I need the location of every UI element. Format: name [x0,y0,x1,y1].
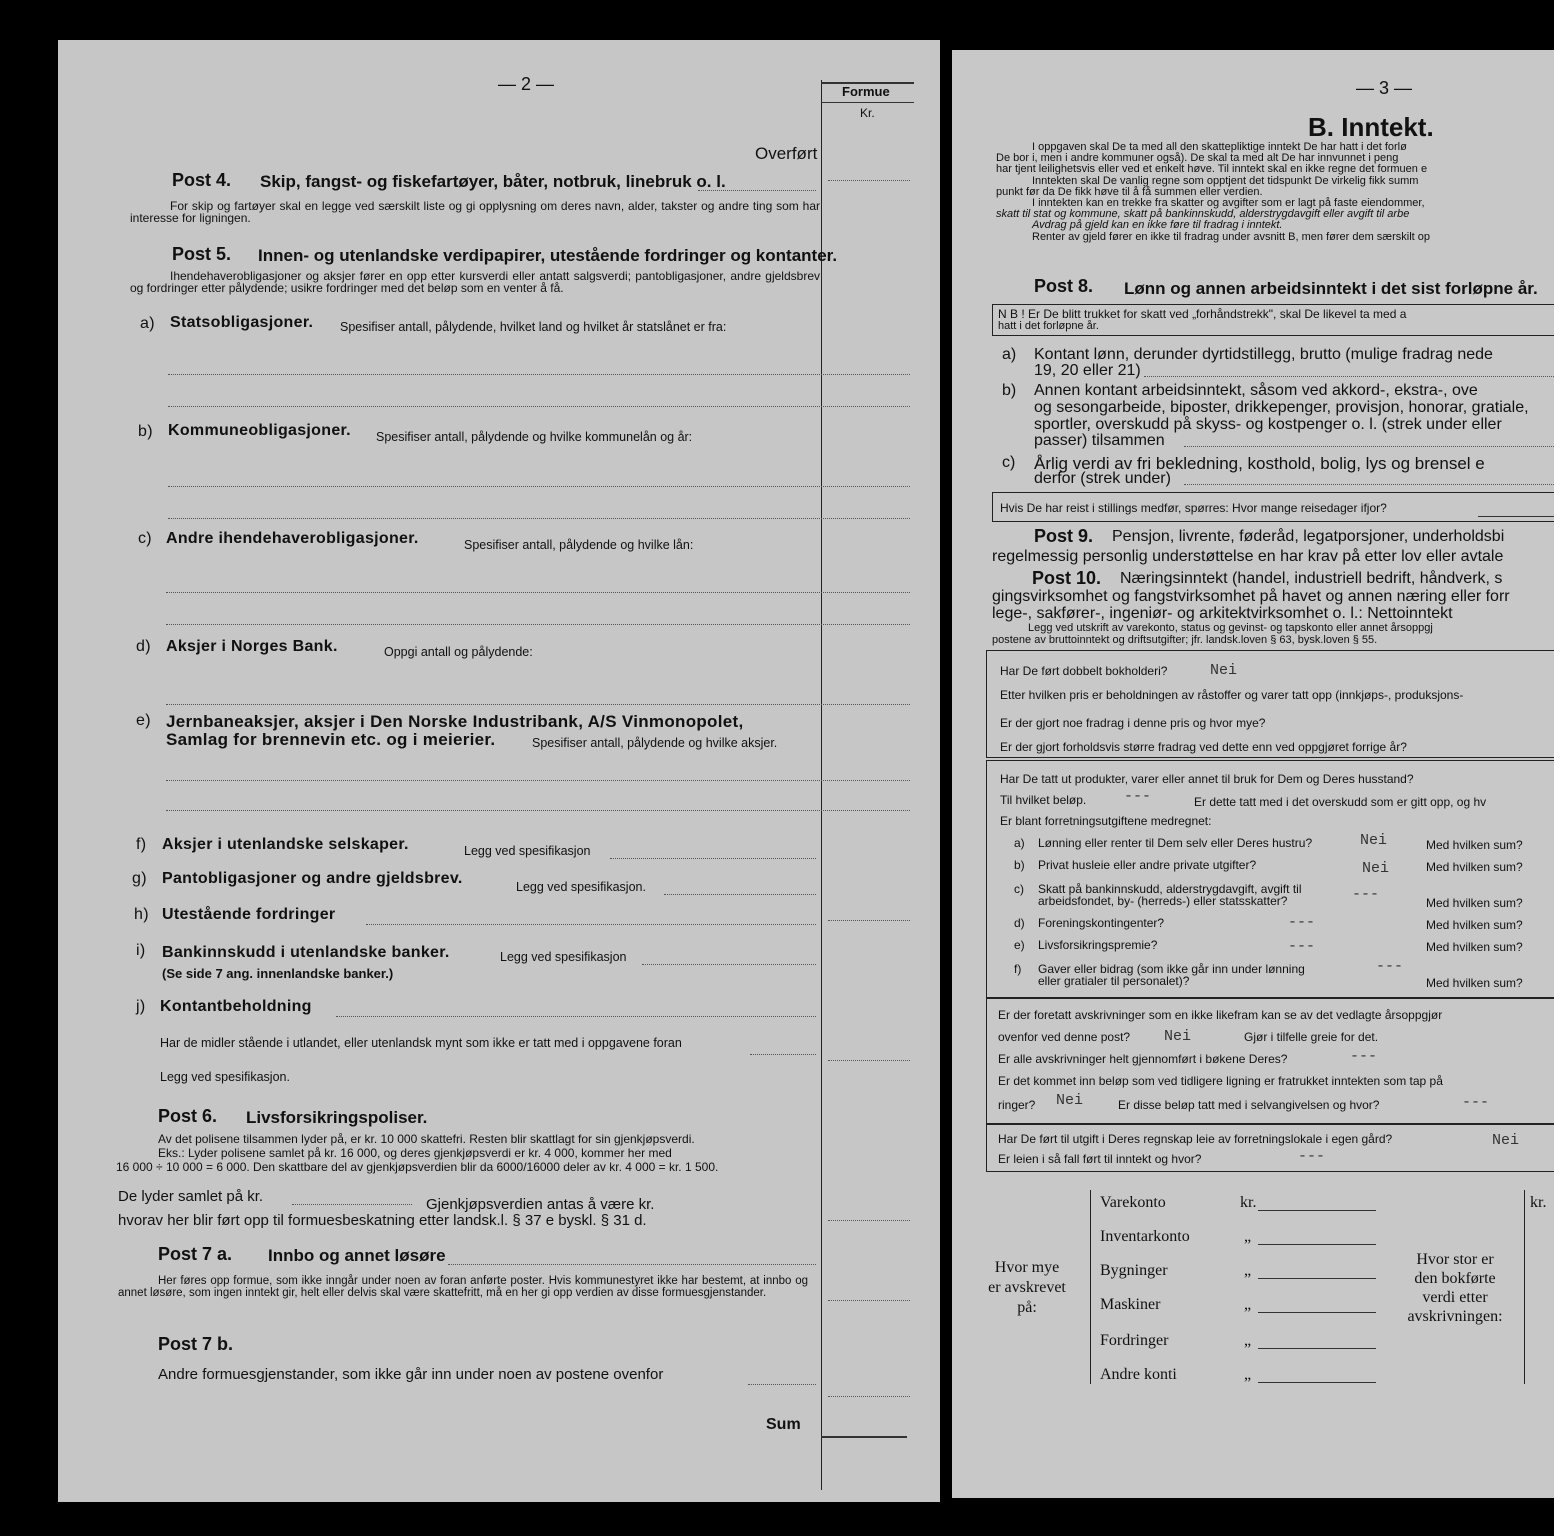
post5-heading: Innen- og utenlandske verdipapirer, utestående fordringer og kontanter. [258,246,838,265]
item-e-label2: Samlag for brennevin etc. og i meierier. [166,730,496,749]
item-e-line-1 [166,780,910,781]
item-g-fill [664,894,816,895]
post7a-heading: Innbo og annet løsøre [268,1246,446,1265]
exp-e-letter: e) [1014,938,1025,952]
exp-a-answer: Nei [1360,832,1388,849]
post8-title: Post 8. [1034,276,1094,296]
section-title: B. Inntekt. [1308,112,1434,142]
item-j-question: Har de midler stående i utlandet, eller utenlandsk mynt som ikke er tatt med i oppgavene foran [160,1036,682,1050]
acct-unit: „ [1244,1228,1252,1245]
p8b-line2: og sesongarbeide, biposter, drikkepenger, provisjon, honorar, gratiale, [1034,399,1529,416]
acct-name: Maskiner [1100,1296,1161,1313]
post5-title: Post 5. [172,244,232,264]
column-rule [821,80,822,1490]
box1-a1: Nei [1210,662,1238,679]
depr-right-line: Hvor stor er [1416,1251,1494,1268]
intro-line: har tjent leilighetsvis eller ved et enkelt høve. Til inntekt skal en ikke regne det formuen e [996,163,1428,176]
item-a-line-1 [168,374,910,375]
exp-c-sum: Med hvilken sum? [1426,896,1523,910]
travel-answer-line [1478,516,1554,517]
p8a-fill [1144,376,1554,377]
exp-d-answer: --- [1288,914,1316,931]
p8c-line2: derfor (strek under) [1034,470,1171,487]
exp-a-text: Lønning eller renter til Dem selv eller Deres hustru? [1038,836,1313,850]
box2-q1: Har De tatt ut produkter, varer eller annet til bruk for Dem og Deres husstand? [1000,772,1414,786]
post10-line4: Legg ved utskrift av varekonto, status og gevinst- og tapskonto eller annet årsoppgj [1028,622,1433,634]
item-d-label: Aksjer i Norges Bank. [166,638,338,655]
post9-line2: regelmessig personlig understøttelse en har krav på etter lov eller avtale [992,548,1504,565]
exp-c-answer: --- [1352,886,1380,903]
acct-name: Varekonto [1100,1194,1166,1211]
sum-rule [821,1436,907,1438]
value-rule [828,920,910,921]
exp-d-letter: d) [1014,916,1025,930]
exp-b-text: Privat husleie eller andre private utgifter? [1038,858,1257,872]
box3-a5b: --- [1462,1094,1490,1111]
exp-b-letter: b) [1014,858,1025,872]
value-rule [828,1300,910,1301]
right-page [952,50,1554,1498]
acct-unit: „ [1244,1262,1252,1279]
post10-line1: Næringsinntekt (handel, industriell bedrift, håndverk, s [1120,570,1503,587]
post4-fill-line [698,190,816,191]
post10-line5: postene av bruttoinntekt og driftsutgifter; jfr. landsk.loven § 63, bysk.loven § 55. [992,634,1378,646]
column-header-rule [821,102,914,103]
nb-line-2: hatt i det forløpne år. [998,320,1099,332]
post7b-fill [748,1384,816,1385]
item-d-line-1 [166,704,910,705]
acct-line [1258,1382,1376,1383]
p8b-letter: b) [1002,382,1017,399]
box3-q1: Er der foretatt avskrivninger som en ikke likefram kan se av det vedlagte årsoppgjør [998,1008,1443,1022]
post7a-fill [448,1264,816,1265]
box3-a2: Nei [1164,1028,1192,1045]
item-b-line-2 [168,518,910,519]
item-d-sub: Oppgi antall og pålydende: [384,645,533,659]
exp-e-answer: --- [1288,938,1316,955]
depr-bracket-right [1524,1190,1525,1384]
acct-line [1258,1278,1376,1279]
intro-text [996,141,1430,243]
item-i-letter: i) [136,942,146,959]
box2-a2: --- [1124,788,1152,805]
post7a-title: Post 7 a. [158,1244,233,1264]
item-j-fill [336,1016,816,1017]
column-header: Formue [842,84,890,99]
item-j-label: Kontantbeholdning [160,998,312,1015]
item-b-label: Kommuneobligasjoner. [168,422,351,439]
acct-unit: „ [1244,1366,1252,1383]
item-a-letter: a) [140,315,155,332]
item-b-sub: Spesifiser antall, pålydende og hvilke kommunelån og år: [376,430,693,444]
post9-title: Post 9. [1034,526,1094,546]
intro-line: Inntekten skal De vanlig regne som opptjent det tidspunkt De virkelig fikk summ [1032,174,1419,187]
item-h-letter: h) [134,906,149,923]
box3-q5a: ringer? [998,1098,1036,1112]
depr-bracket-left [1090,1190,1091,1384]
acct-unit: „ [1244,1296,1252,1313]
post6-line3: 16 000 ÷ 10 000 = 6 000. Den skattbare del av gjenkjøpsverdien blir da 6000/16000 deler av kr. 4 000 = kr. 1 500. [116,1160,719,1174]
box3-q2a: ovenfor ved denne post? [998,1030,1131,1044]
item-e-label: Jernbaneaksjer, aksjer i Den Norske Industribank, A/S Vinmonopolet, [166,712,744,731]
item-i-label: Bankinnskudd i utenlandske banker. [162,944,450,961]
exp-e-text: Livsforsikringspremie? [1038,938,1158,952]
exp-d-sum: Med hvilken sum? [1426,918,1523,932]
depr-left-label [982,1258,1072,1318]
post7a-note: Her føres opp formue, som ikke inngår under noen av foran anførte poster. Hvis kommunestyret ikke har bestemt, at innbo og annet løsøre, som ingen inntekt gir, helt eller delvis skal være skattefritt, må en her gi opp verdien av disse formuesgjenstander. [118,1275,808,1299]
box3-q3: Er alle avskrivninger helt gjennomført i bøkene Deres? [998,1052,1288,1066]
exp-a-letter: a) [1014,836,1025,850]
acct-name: Fordringer [1100,1332,1169,1349]
post6-line5: hvorav her blir ført opp til formuesbeskatning etter landsk.l. § 37 e byskl. § 31 d. [118,1212,647,1229]
item-f-letter: f) [136,836,147,853]
item-a-line-2 [168,406,910,407]
box4-a1: Nei [1492,1132,1520,1149]
item-c-letter: c) [138,530,152,547]
box1-q2: Etter hvilken pris er beholdningen av råstoffer og varer tatt opp (innkjøps-, produksjons- [1000,688,1464,702]
item-e-sub: Spesifiser antall, pålydende og hvilke aksjer. [532,736,778,750]
depr-right-unit: kr. [1530,1194,1547,1211]
value-rule [828,1060,910,1061]
post6-title: Post 6. [158,1106,218,1126]
acct-line [1258,1312,1376,1313]
box1-q3: Er der gjort noe fradrag i denne pris og hvor mye? [1000,716,1266,730]
post4-note: For skip og fartøyer skal en legge ved særskilt liste og gi opplysning om deres navn, alder, takster og andre ting som har interesse for ligningen. [130,199,820,225]
item-g-label: Pantobligasjoner og andre gjeldsbrev. [162,870,463,887]
depr-right-line: den bokførte [1414,1270,1496,1287]
depr-left-line: på: [1017,1299,1037,1316]
box4-a2: --- [1298,1148,1326,1165]
p8a-letter: a) [1002,346,1017,363]
acct-name: Inventarkonto [1100,1228,1190,1245]
item-j-note: Legg ved spesifikasjon. [160,1070,290,1084]
box2-q2b: Er dette tatt med i det overskudd som er gitt opp, og hv [1194,795,1487,809]
acct-line [1258,1244,1376,1245]
exp-d-text: Foreningskontingenter? [1038,916,1165,930]
overfort-label: Overført [755,144,818,163]
item-f-fill [610,858,816,859]
post5-note: Ihendehaverobligasjoner og aksjer fører en opp etter kursverdi eller antatt salgsverdi; pantobligasjoner, andre gjeldsbrev og fordringer etter pålydende; usikre fordringer med det beløp som en venter å få. [130,269,820,295]
intro-line: Renter av gjeld fører en ikke til fradrag under avsnitt B, men fører dem særskilt op [1032,230,1430,243]
item-b-line-1 [168,486,910,487]
depr-left-line: Hvor mye [994,1259,1060,1276]
acct-line [1258,1348,1376,1349]
exp-f-text: Gaver eller bidrag (som ikke går inn under lønning [1038,962,1305,976]
box2-q3: Er blant forretningsutgiftene medregnet: [1000,814,1212,828]
box3-a3: --- [1350,1048,1378,1065]
depr-right-line: avskrivningen: [1407,1308,1503,1325]
item-h-label: Utestående fordringer [162,906,336,923]
post6-amount-line [292,1204,412,1205]
intro-line: I inntekten kan en trekke fra skatter og avgifter som er lagt på faste eiendommer, [1032,197,1425,210]
p8b-line4: passer) tilsammen [1034,432,1165,449]
item-c-line-2 [166,624,910,625]
p8b-fill [1184,446,1554,447]
item-a-label: Statsobligasjoner. [170,314,314,331]
box1-q1: Har De ført dobbelt bokholderi? [1000,664,1168,678]
exp-b-answer: Nei [1362,860,1390,877]
depr-right-line: verdi etter [1422,1289,1488,1306]
sum-label: Sum [766,1416,801,1433]
item-b-letter: b) [138,423,153,440]
box4-q2: Er leien i så fall ført til inntekt og hvor? [998,1152,1202,1166]
acct-name: Bygninger [1100,1262,1168,1279]
exp-f-letter: f) [1014,962,1022,976]
item-i-sub: Legg ved spesifikasjon [500,950,627,964]
item-e-letter: e) [136,712,151,729]
acct-unit: kr. [1240,1194,1257,1211]
exp-e-sum: Med hvilken sum? [1426,940,1523,954]
item-c-sub: Spesifiser antall, pålydende og hvilke lån: [464,538,694,552]
intro-line: Avdrag på gjeld kan en ikke føre til fradrag i inntekt. [1032,219,1283,232]
box4-q1: Har De ført til utgift i Deres regnskap leie av forretningslokale i egen gård? [998,1132,1393,1146]
item-j-letter: j) [136,998,146,1015]
page-number: — 3 — [1356,78,1413,98]
exp-f-answer: --- [1376,958,1404,975]
item-g-letter: g) [132,870,147,887]
value-rule [828,1396,910,1397]
item-f-label: Aksjer i utenlandske selskaper. [162,836,409,853]
post4-heading: Skip, fangst- og fiskefartøyer, båter, notbruk, linebruk o. l. [260,172,726,191]
item-i-label2: (Se side 7 ang. innenlandske banker.) [162,966,394,981]
p8c-letter: c) [1002,454,1016,471]
box3-q4: Er det kommet inn beløp som ved tidligere ligning er fratrukket inntekten som tap på [998,1074,1443,1088]
item-f-sub: Legg ved spesifikasjon [464,844,591,858]
box1-q4: Er der gjort forholdsvis større fradrag ved dette enn ved oppgjøret forrige år? [1000,740,1407,754]
exp-f-text2: eller gratialer til personalet)? [1038,974,1190,988]
depr-right-label [1390,1250,1520,1326]
post6-line2: Eks.: Lyder polisene samlet på kr. 16 000, og deres gjenkjøpsverdi er kr. 4 000, kommer her med [158,1146,672,1160]
page-number: — 2 — [498,74,555,94]
intro-line: punkt før da De fikk høve til å få summen eller verdien. [996,185,1263,198]
p8c-line1: Årlig verdi av fri bekledning, kosthold, bolig, lys og brensel e [1034,454,1485,473]
item-j-question-line [750,1054,816,1055]
item-i-fill [642,964,816,965]
p8a-line1: Kontant lønn, derunder dyrtidstillegg, brutto (mulige fradrag nede [1034,346,1493,363]
box3-q5b: Er disse beløp tatt med i selvangivelsen og hvor? [1118,1098,1380,1112]
item-c-label: Andre ihendehaverobligasjoner. [166,530,419,547]
p8b-line3: sportler, overskudd på skyss- og kostpenger o. l. (strek under eller [1034,416,1502,433]
nb-line-1: N B ! Er De blitt trukket for skatt ved „forhåndstrekk", skal De likevel ta med a [998,307,1407,321]
intro-line: skatt til stat og kommune, skatt på bankinnskudd, alderstrygdavgift eller avgift til arbe [996,208,1410,221]
exp-f-sum: Med hvilken sum? [1426,976,1523,990]
travel-question: Hvis De har reist i stillings medfør, spørres: Hvor mange reisedager ifjor? [1000,501,1387,515]
intro-line: I oppgaven skal De ta med all den skattepliktige inntekt De har hatt i det forlø [1032,141,1407,153]
acct-unit: „ [1244,1332,1252,1349]
left-page [58,40,940,1502]
p8c-fill [1184,484,1554,485]
post8-heading: Lønn og annen arbeidsinntekt i det sist forløpne år. [1124,279,1538,298]
post6-line4a: De lyder samlet på kr. [118,1188,264,1205]
p8b-line1: Annen kontant arbeidsinntekt, såsom ved akkord-, ekstra-, ove [1034,382,1478,399]
item-a-sub: Spesifiser antall, pålydende, hvilket land og hvilket år statslånet er fra: [340,320,727,334]
box3-a5: Nei [1056,1092,1084,1109]
post10-line2: gingsvirksomhet og fangstvirksomhet på havet og annen næring eller forr [992,588,1510,605]
exp-c-text2: arbeidsfondet, by- (herreds-) eller statsskatter? [1038,894,1288,908]
item-c-line-1 [166,592,910,593]
post7b-text: Andre formuesgjenstander, som ikke går inn under noen av postene ovenfor [158,1366,664,1383]
post9-line1: Pensjon, livrente, føderåd, legatporsjoner, underholdsbi [1112,528,1505,545]
intro-line: De bor i, men i andre kommuner også). De skal ta med alt De har innvunnet i peng [996,152,1399,165]
depr-left-line: er avskrevet [988,1279,1066,1296]
column-unit: Kr. [860,106,875,120]
acct-line [1258,1210,1376,1211]
item-d-letter: d) [136,638,151,655]
box2-q2a: Til hvilket beløp. [1000,793,1087,807]
post6-line1: Av det polisene tilsammen lyder på, er kr. 10 000 skattefri. Resten blir skattlagt for sin gjenkjøpsverdi. [158,1132,695,1146]
acct-name: Andre konti [1100,1366,1177,1383]
post6-heading: Livsforsikringspoliser. [246,1108,428,1127]
post6-line4b: Gjenkjøpsverdien antas å være kr. [426,1196,655,1213]
item-h-fill [366,924,816,925]
item-g-sub: Legg ved spesifikasjon. [516,880,646,894]
value-rule [828,1220,910,1221]
exp-b-sum: Med hvilken sum? [1426,860,1523,874]
box3-q2b: Gjør i tilfelle greie for det. [1244,1030,1379,1044]
post10-title: Post 10. [1032,568,1102,588]
value-rule [828,180,910,181]
exp-a-sum: Med hvilken sum? [1426,838,1523,852]
post10-line3: lege-, sakfører-, ingeniør- og arkitektvirksomhet o. l.: Nettoinntekt [992,605,1453,622]
p8a-line2: 19, 20 eller 21) [1034,362,1141,379]
exp-c-letter: c) [1014,882,1024,896]
item-e-line-2 [166,810,910,811]
post7b-title: Post 7 b. [158,1334,234,1354]
exp-c-text: Skatt på bankinnskudd, alderstrygdavgift, avgift til [1038,882,1302,896]
post4-title: Post 4. [172,170,232,190]
